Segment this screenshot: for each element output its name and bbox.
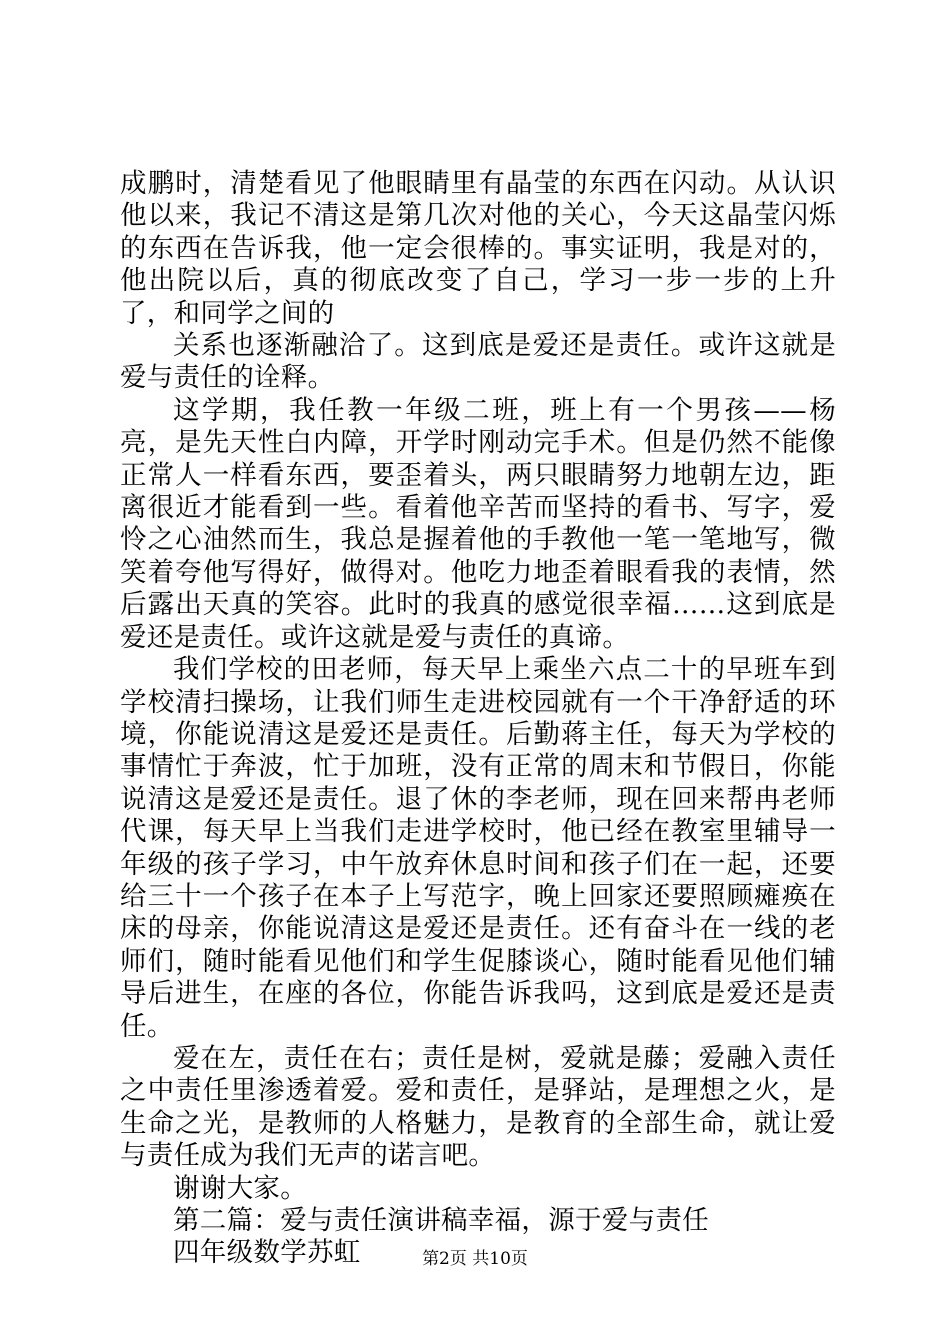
document-body (120, 168, 836, 1270)
paragraph-3: 这学期，我任教一年级二班，班上有一个男孩——杨亮，是先天性白内障，开学时刚动完手术。但是仍然不能像正常人一样看东西，要歪着头，两只眼睛努力地朝左边，距离很近才能看到一些。看着他辛苦而坚持的看书、写字，爱怜之心油然而生，我总是握着他的手教他一笔一笔地写，微笑着夸他写得好，做得对。他吃力地歪着眼看我的表情，然后露出天真的笑容。此时的我真的感觉很幸福……这到底是爱还是责任。或许这就是爱与责任的真谛。 (120, 394, 836, 653)
paragraph-4: 我们学校的田老师，每天早上乘坐六点二十的早班车到学校清扫操场，让我们师生走进校园就有一个干净舒适的环境，你能说清这是爱还是责任。后勤蒋主任，每天为学校的事情忙于奔波，忙于加班，没有正常的周末和节假日，你能说清这是爱还是责任。退了休的李老师，现在回来帮冉老师代课，每天早上当我们走进学校时，他已经在教室里辅导一年级的孩子学习，中午放弃休息时间和孩子们在一起，还要给三十一个孩子在本子上写范字，晚上回家还要照顾瘫痪在床的母亲，你能说清这是爱还是责任。还有奋斗在一线的老师们，随时能看见他们和学生促膝谈心，随时能看见他们辅导后进生，在座的各位，你能告诉我吗，这到底是爱还是责任。 (120, 654, 836, 1042)
paragraph-1: 成鹏时，清楚看见了他眼睛里有晶莹的东西在闪动。从认识他以来，我记不清这是第几次对他的关心，今天这晶莹闪烁的东西在告诉我，他一定会很棒的。事实证明，我是对的，他出院以后，真的彻底改变了自己，学习一步一步的上升了，和同学之间的 (120, 168, 836, 329)
paragraph-5: 爱在左，责任在右；责任是树，爱就是藤；爱融入责任之中责任里渗透着爱。爱和责任，是驿站，是理想之火，是生命之光，是教师的人格魅力，是教育的全部生命，就让爱与责任成为我们无声的诺言吧。 (120, 1042, 836, 1172)
page-number-footer: 第2页 共10页 (422, 1249, 528, 1269)
author-line: 四年级数学苏虹 (173, 1237, 361, 1269)
paragraph-thanks: 谢谢大家。 (173, 1172, 307, 1204)
section-heading: 第二篇：爱与责任演讲稿幸福，源于爱与责任 (173, 1205, 709, 1236)
paragraph-2: 关系也逐渐融洽了。这到底是爱还是责任。或许这就是爱与责任的诠释。 (120, 330, 836, 394)
